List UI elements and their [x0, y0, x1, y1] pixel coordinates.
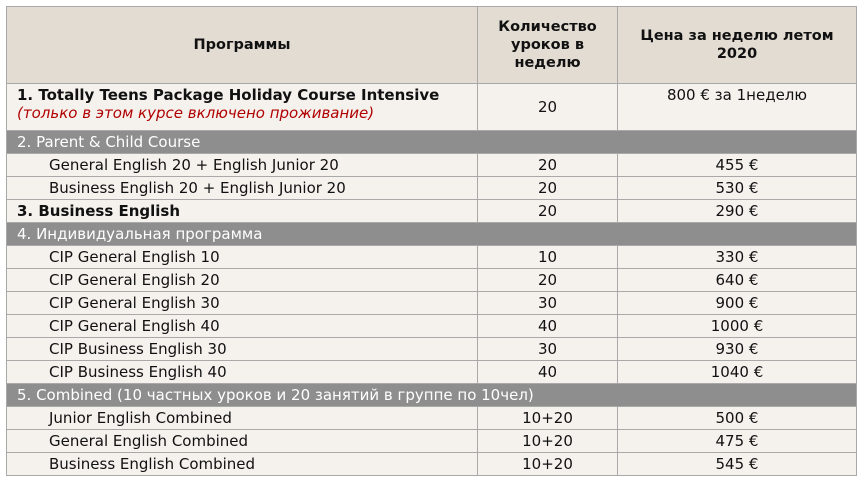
table-row: [7, 338, 857, 361]
totally-teens-note: (только в этом курсе включено проживание): [17, 104, 375, 122]
header-programs: Программы: [7, 7, 478, 84]
section-title-parent-child: 2. Parent & Child Course: [7, 131, 857, 154]
header-row: [7, 7, 857, 84]
totally-teens-cell: [7, 84, 478, 131]
table-row: [7, 453, 857, 476]
price-value: 330 €: [618, 246, 857, 269]
price-value: 1040 €: [618, 361, 857, 384]
business-english-price: 290 €: [618, 200, 857, 223]
price-value: 455 €: [618, 154, 857, 177]
business-english-lessons: 20: [478, 200, 618, 223]
table-row: [7, 177, 857, 200]
program-name: CIP General English 10: [7, 246, 478, 269]
lessons-count: 10+20: [478, 453, 618, 476]
header-price: Цена за неделю летом 2020: [618, 7, 857, 84]
price-table: [6, 6, 857, 476]
program-name: CIP General English 20: [7, 269, 478, 292]
lessons-count: 30: [478, 338, 618, 361]
program-name: Business English 20 + English Junior 20: [7, 177, 478, 200]
table-row: [7, 430, 857, 453]
lessons-count: 10+20: [478, 430, 618, 453]
program-name: CIP Business English 30: [7, 338, 478, 361]
section-row-combined: [7, 384, 857, 407]
section-row-individual: [7, 223, 857, 246]
program-name: CIP Business English 40: [7, 361, 478, 384]
program-name: Junior English Combined: [7, 407, 478, 430]
table-row: [7, 361, 857, 384]
totally-teens-row: [7, 84, 857, 131]
price-value: 640 €: [618, 269, 857, 292]
program-name: CIP General English 40: [7, 315, 478, 338]
section-row-parent-child: [7, 131, 857, 154]
price-value: 1000 €: [618, 315, 857, 338]
price-value: 545 €: [618, 453, 857, 476]
header-lessons: Количество уроков в неделю: [478, 7, 618, 84]
table-row: [7, 407, 857, 430]
lessons-count: 10+20: [478, 407, 618, 430]
program-name: CIP General English 30: [7, 292, 478, 315]
totally-teens-lessons: 20: [478, 84, 618, 131]
lessons-count: 30: [478, 292, 618, 315]
section-title-individual: 4. Индивидуальная программа: [7, 223, 857, 246]
totally-teens-price: 800 € за 1неделю: [618, 84, 857, 131]
price-table-container: [6, 6, 857, 476]
lessons-count: 20: [478, 177, 618, 200]
lessons-count: 20: [478, 154, 618, 177]
table-row: [7, 154, 857, 177]
price-value: 530 €: [618, 177, 857, 200]
price-value: 475 €: [618, 430, 857, 453]
table-row: [7, 315, 857, 338]
section-title-combined: 5. Combined (10 частных уроков и 20 занятий в группе по 10чел): [7, 384, 857, 407]
business-english-row: [7, 200, 857, 223]
table-row: [7, 246, 857, 269]
program-name: General English Combined: [7, 430, 478, 453]
lessons-count: 10: [478, 246, 618, 269]
price-value: 930 €: [618, 338, 857, 361]
totally-teens-title: 1. Totally Teens Package Holiday Course Intensive: [17, 86, 440, 104]
table-row: [7, 269, 857, 292]
table-row: [7, 292, 857, 315]
price-value: 900 €: [618, 292, 857, 315]
lessons-count: 40: [478, 361, 618, 384]
business-english-title: 3. Business English: [7, 200, 478, 223]
price-value: 500 €: [618, 407, 857, 430]
program-name: General English 20 + English Junior 20: [7, 154, 478, 177]
program-name: Business English Combined: [7, 453, 478, 476]
lessons-count: 20: [478, 269, 618, 292]
lessons-count: 40: [478, 315, 618, 338]
